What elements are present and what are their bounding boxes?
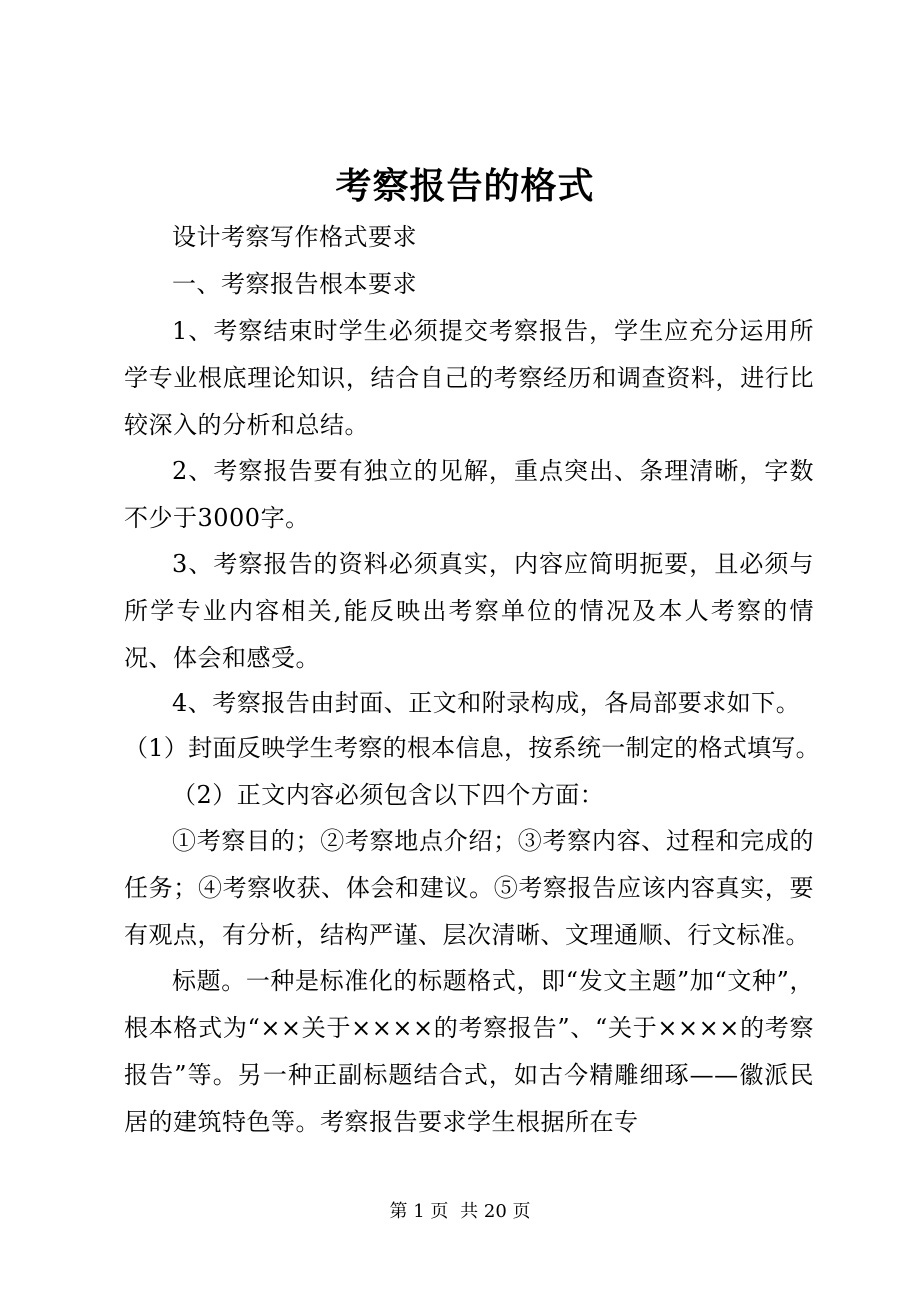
paragraph-requirement-4: 4、考察报告由封面、正文和附录构成，各局部要求如下。 [172,689,801,717]
paragraph-requirement-1: 1、考察结束时学生必须提交考察报告，学生应充分运用所学专业根底理论知识，结合自己的考察经历和调查资料，进行比较深入的分析和总结。 [124,317,814,439]
paragraph-requirement-2: 2、考察报告要有独立的见解，重点突出、条理清晰，字数不少于3000字。 [124,457,814,532]
paragraph-body-content: （2）正文内容必须包含以下四个方面： [172,781,605,809]
paragraph-title-format: 标题。一种是标准化的标题格式，即“发文主题”加“文种”，根本格式为“××关于××××的考察报告”、“关于××××的考察报告”等。另一种正副标题结合式，如古今精雕细琢——徽派民居的建筑特色等。考察报告要求学生根据所在专 [124,967,814,1136]
document-title: 考察报告的格式 [335,165,595,207]
paragraph-body-items: ①考察目的；②考察地点介绍；③考察内容、过程和完成的任务；④考察收获、体会和建议。⑤考察报告应该内容真实，要有观点，有分析，结构严谨、层次清晰、文理通顺、行文标准。 [124,827,814,949]
paragraph-requirement-3: 3、考察报告的资料必须真实，内容应简明扼要，且必须与所学专业内容相关,能反映出考察单位的情况及本人考察的情况、体会和感受。 [124,550,814,672]
paragraph-subtitle: 设计考察写作格式要求 [172,223,417,251]
page-total: 共 20 页 [460,1201,531,1222]
page-number: 第 1 页 [389,1201,449,1222]
page-footer [0,1200,920,1224]
paragraph-cover: （1）封面反映学生考察的根本信息，按系统一制定的格式填写。 [124,734,820,762]
paragraph-section-heading: 一、考察报告根本要求 [172,270,417,298]
